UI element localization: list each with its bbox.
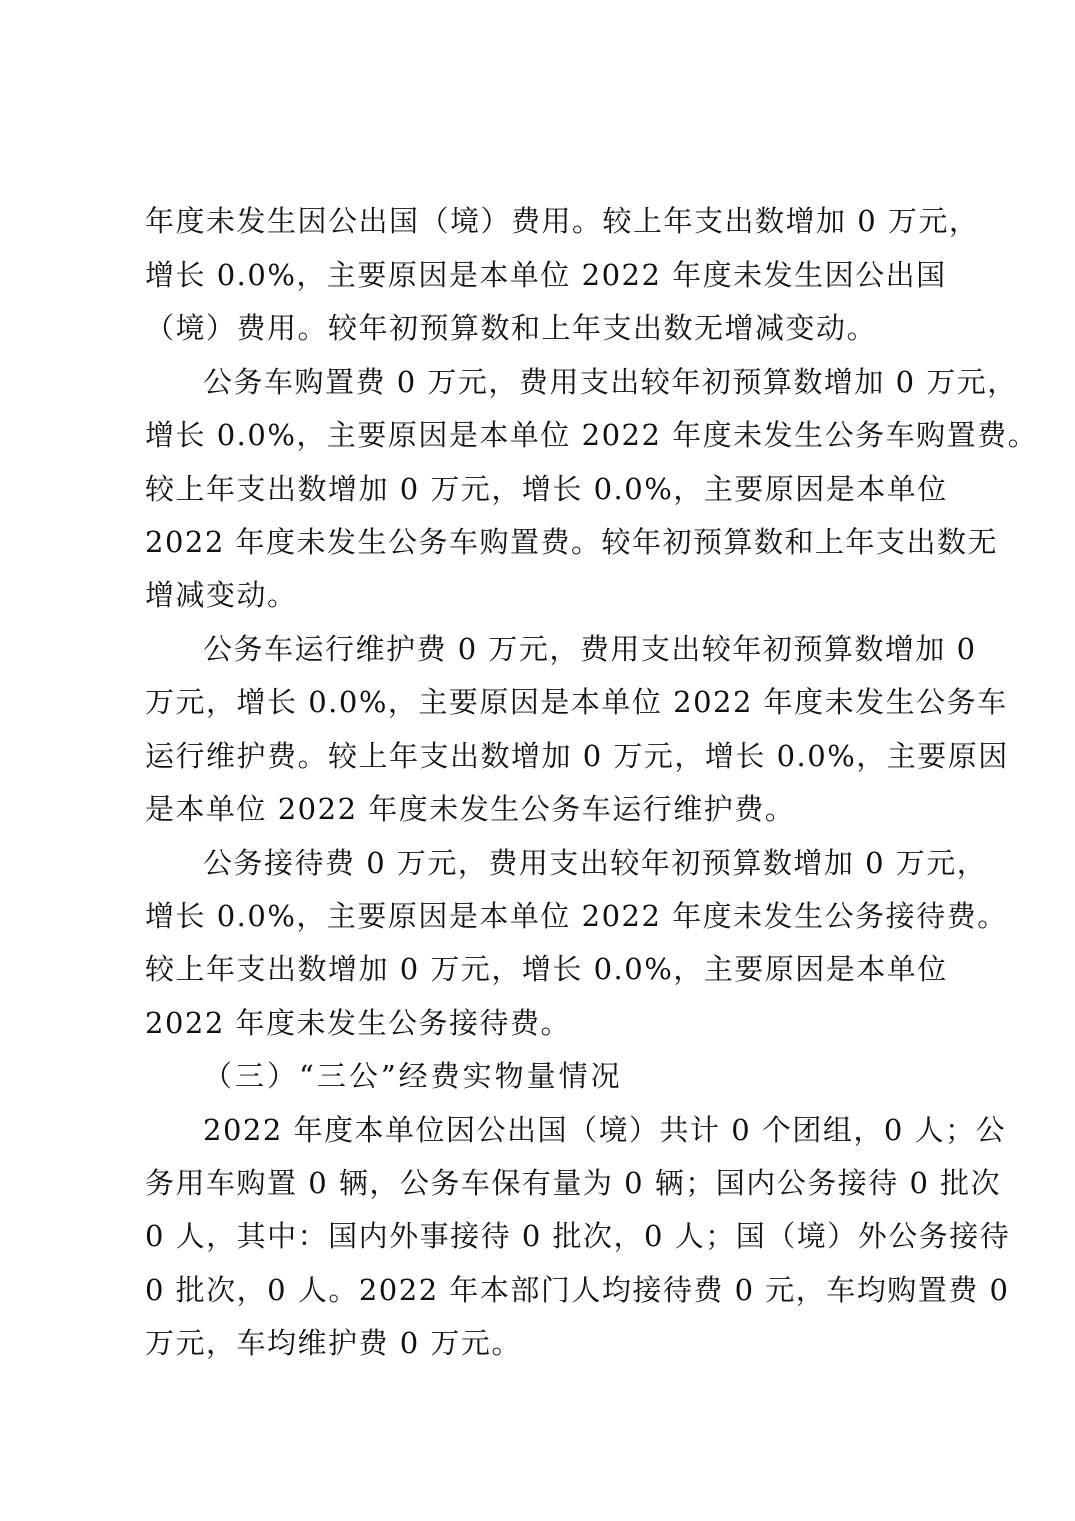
text-line-5: 增长 0.0%，主要原因是本单位 2022 年度未发生公务车购置费。 [145,418,1039,452]
text-line-7: 2022 年度未发生公务车购置费。较年初预算数和上年支出数无 [145,525,999,559]
paragraph-reception: 公务接待费 0 万元，费用支出较年初预算数增加 0 万元， [203,846,988,880]
paragraph-vehicle-maintenance: 公务车运行维护费 0 万元，费用支出较年初预算数增加 0 [203,632,977,666]
section-heading: （三）“三公”经费实物量情况 [203,1059,623,1093]
text-line-2: 增长 0.0%，主要原因是本单位 2022 年度未发生因公出国 [145,258,947,292]
paragraph-vehicle-purchase: 公务车购置费 0 万元，费用支出较年初预算数增加 0 万元， [203,365,1018,399]
text-line-3: （境）费用。较年初预算数和上年支出数无增减变动。 [145,311,878,345]
paragraph-physical-quantities: 2022 年度本单位因公出国（境）共计 0 个团组，0 人；公 [203,1113,1007,1147]
text-line-1: 年度未发生因公出国（境）费用。较上年支出数增加 0 万元， [145,204,980,238]
text-line-8: 增减变动。 [145,578,298,612]
text-line-10: 万元，增长 0.0%，主要原因是本单位 2022 年度未发生公务车 [145,685,1008,719]
text-line-20: 0 人，其中：国内外事接待 0 批次，0 人；国（境）外公务接待 [145,1219,1011,1253]
text-line-21: 0 批次，0 人。2022 年本部门人均接待费 0 元，车均购置费 0 [145,1273,1010,1307]
text-line-12: 是本单位 2022 年度未发生公务车运行维护费。 [145,792,796,826]
text-line-16: 2022 年度未发生公务接待费。 [145,1006,572,1040]
text-line-15: 较上年支出数增加 0 万元，增长 0.0%，主要原因是本单位 [145,952,948,986]
text-line-6: 较上年支出数增加 0 万元，增长 0.0%，主要原因是本单位 [145,472,948,506]
text-line-19: 务用车购置 0 辆，公务车保有量为 0 辆；国内公务接待 0 批次 [145,1166,1002,1200]
text-line-22: 万元，车均维护费 0 万元。 [145,1326,522,1360]
text-line-11: 运行维护费。较上年支出数增加 0 万元，增长 0.0%，主要原因 [145,739,1009,773]
text-line-14: 增长 0.0%，主要原因是本单位 2022 年度未发生公务接待费。 [145,899,1008,933]
